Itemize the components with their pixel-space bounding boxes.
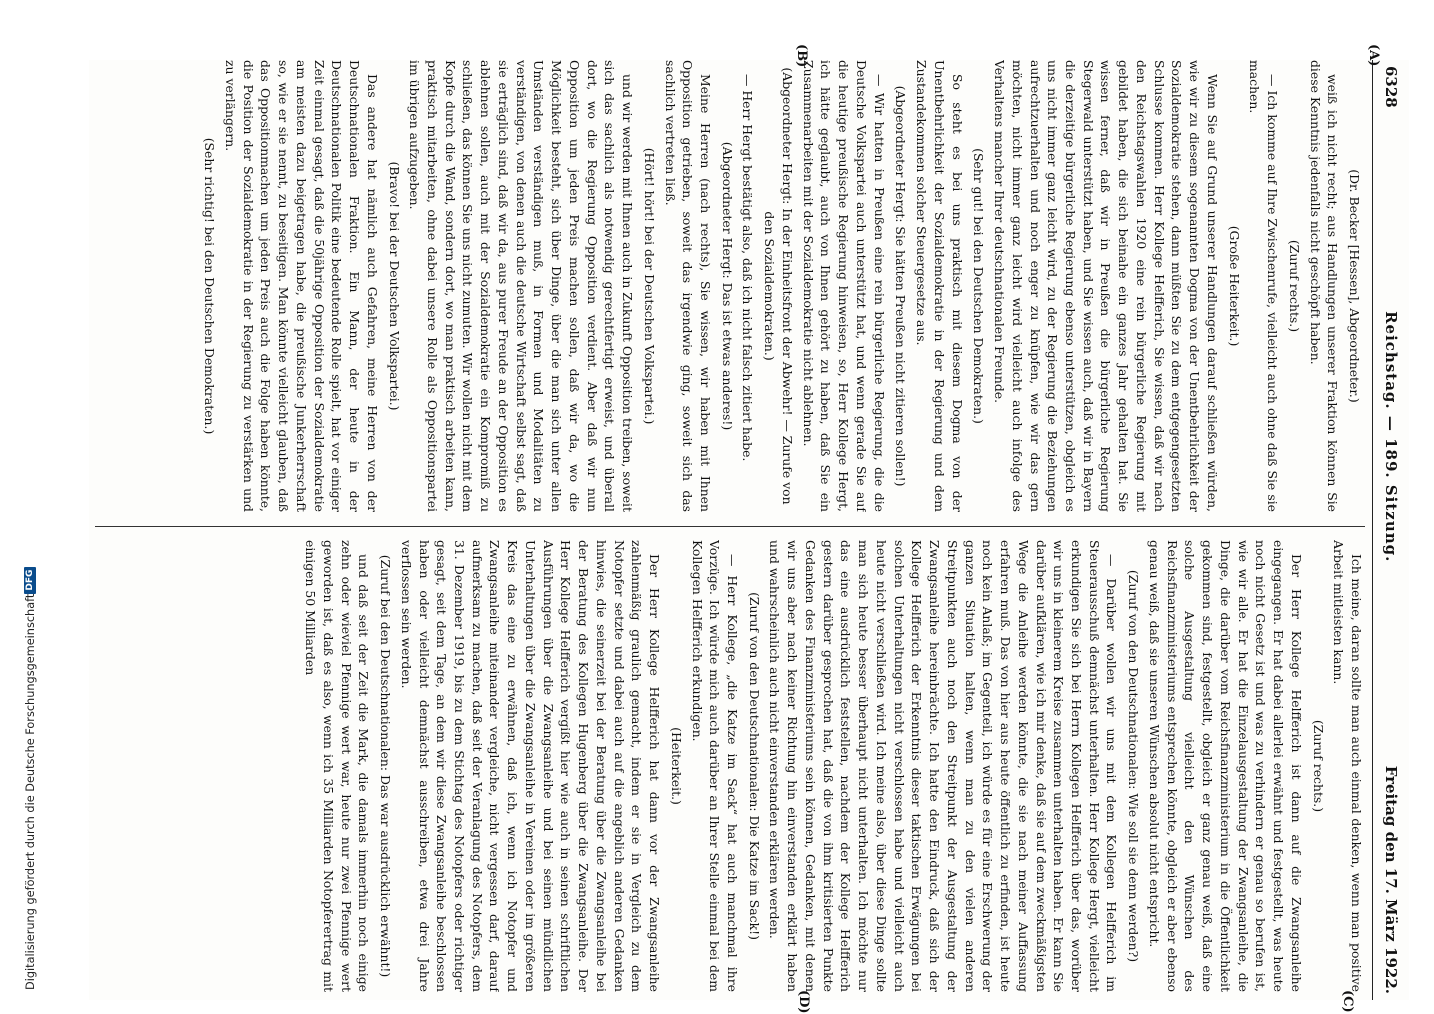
page-header [1372,60,1409,1000]
newspaper-page [89,44,1409,1014]
interjection: (Abgeordneter Hergt: In der Einheitsfront der Abwehr! — Zurufe von den Sozialdemokraten.) [762,67,795,505]
paragraph: Der Herr Kollege Helfferich hat dann vor der Zwangsanleihe zahlenmäßig graulich gemacht, indem er sie in Vergleich zu dem Notopfer setzte und dabei auch auf die angeblich anderen Gedanken hinwies, die seinerzeit bei der Beratung über die Zwangsanleihe bei der Beratung des Kollegen Hugenberg über die Zwangsanleihe. Der Herr Kollege Helfferich vergißt hier wie auch in seinen schriftlichen Ausführungen über die Zwangsanleihe und bei seinen mündlichen Unterhaltungen über die Zwangsanleihe in Vereinen oder im größeren Kreis das eine zu erwähnen, daß ich, wenn ich Notopfer und Zwangsanleihe miteinander vergleiche, nicht vergessen darf, darauf aufmerksam zu machen, daß seit der Veranlagung des Notopfers, dem 31. Dezember 1919, bis zu dem Stichtag des Notopfers oder richtiger gesagt, seit dem Tage, an dem wir diese Zwangsanleihe beschlossen haben oder vielleicht demnächst ausschreiben, etwa drei Jahre verflossen sein werden. [398,540,663,992]
margin-marker-a: (A) [1366,44,1381,67]
interjection: (Sehr gut! bei den Deutschen Demokraten.) [971,148,987,424]
interjection: (Zuruf bei den Deutschnationalen: Das war ausdrücklich erwähnt!) [378,554,394,978]
interjection: (Zuruf von den Deutschnationalen: Wie soll sie denn werden?) [1126,569,1142,963]
right-column [95,540,1365,992]
interjection: (Zuruf rechts.) [1310,719,1326,813]
margin-marker-d: (D) [796,990,811,1014]
page-title: Reichstag. — 189. Sitzung. [1382,311,1400,563]
session-date: Freitag den 17. März 1922. [1382,765,1400,994]
paragraph: und wir werden mit Ihnen auch in Zukunft Opposition treiben, soweit sich das sachlich als notwendig gerechtfertigt erweist, und überall dort, wo die Regierung Opposition verdient. Aber daß wir nun Opposition um jeden Preis machen sollen, daß wir da, wo die Möglichkeit besteht, sich über Dinge, über die man sich unter allen Umständen verständigen muß, in Formen und Modalitäten zu verständigen, von denen auch die deutsche Wirtschaft selbst sagt, daß sie erträglich sind, daß wir da, aus purer Freude an der Opposition es ablehnen sollen, auch mit der Sozialdemokratie ein Kompromiß zu schließen, das können Sie uns nicht zumuten. Wir wollen nicht mit dem Kopfe durch die Wand, sondern dort, wo man praktisch arbeiten kann, praktisch mitarbeiten, ohne dabei unsere Rolle als Oppositionspartei im übrigen aufzugeben. [407,60,636,512]
interjection: (Abgeordneter Hergt: Sie hätten Preußen nicht zitieren sollen!) [893,85,909,487]
margin-marker-b: (B) [794,44,809,68]
interjection: (Sehr richtig! bei den Deutschen Demokraten.) [202,137,218,435]
interjection: (Große Heiterkeit.) [1226,225,1242,347]
left-column [95,60,1365,512]
digitization-credit [20,0,40,990]
interjection: (Zuruf von den Deutschnationalen: Die Katze im Sack!) [746,592,762,940]
paragraph: — Herr Kollege, „die Katze im Sack“ hat auch manchmal ihre Vorzüge. Ich würde mich auch darüber an Ihrer Stelle einmal bei dem Kollegen Helfferich erkundigen. [689,540,741,992]
paragraph: Wenn Sie auf Grund unserer Handlungen darauf schließen würden, wie wir zu diesem sogenannten Dogma von der Unentbehrlichkeit der Sozialdemokratie stehen, dann müßten Sie zu dem entgegengesetzten Schlusse kommen. Herr Kollege Helfferich, Sie wissen, daß wir nach den Reichstagswahlen 1920 eine rein bürgerliche Regierung mit gebildet haben, die sich beinahe ein ganzes Jahr gehalten hat. Sie wissen ferner, daß wir in Preußen die bürgerliche Regierung Stegerwald unterstützt haben, und Sie wissen auch, daß wir in Bayern die derzeitige bürgerliche Regierung ebenso unterstützen, obgleich es uns nicht immer ganz leicht wird, zu der Regierung die Beziehungen aufrechtzuerhalten und noch enger zu knüpfen, wie wir das gern möchten, nicht immer ganz leicht wird vielleicht auch infolge des Verhaltens mancher Ihrer deutschnationalen Freunde. [992,60,1220,512]
interjection: (Hört! hört! bei der Deutschen Volkspartei.) [641,147,657,425]
interjection: (Dr. Becker [Hessen], Abgeordneter.) [1347,169,1362,403]
interjection: (Heiterkeit.) [668,727,684,805]
paragraph: weiß ich nicht recht; aus Handlungen unserer Fraktion können Sie diese Kenntnis jedenfalls nicht geschöpft haben. [1307,60,1341,512]
paragraph: Der Herr Kollege Helfferich ist dann auf die Zwangsanleihe eingegangen. Er hat dabei allerlei erwähnt und festgestellt, was heute noch nicht Gesetz ist und was zu verhindern er genau so berufen ist, wie wir alle. Er hat die Einzelausgestaltung der Zwangsanleihe, die Dinge, die darüber vom Reichsfinanzministerium in die Öffentlichkeit gekommen sind, festgestellt, obgleich er ganz genau weiß, daß eine solche Ausgestaltung vielleicht den Wünschen des Reichsfinanzministeriums entsprechen könnte, obgleich er aber ebenso genau weiß, daß sie unseren Wünschen absolut nicht entspricht. [1146,540,1304,992]
margin-marker-c: (C) [1340,990,1355,1013]
paragraph: Ich meine, daran sollte man auch einmal denken, wenn man positive Arbeit mitleisten kann. [1331,540,1364,992]
interjection: (Abgeordneter Hergt: Das ist etwas anderes!) [719,141,735,431]
paragraph: So steht es bei uns praktisch mit diesem Dogma von der Unentbehrlichkeit der Sozialdemokratie in der Regierung und dem Zustandekommen solcher Steuergesetze aus. [914,60,965,512]
paragraph: — Wir hatten in Preußen eine rein bürgerliche Regierung, die die Deutsche Volkspartei auch unterstützt hat, und wenn gerade Sie auf die heutige preußische Regierung hinweisen, so, Herr Kollege Hergt, ich hätte geglaubt, auch von Ihnen gehört zu haben, daß Sie ein Zusammenarbeiten mit der Sozialdemokratie nicht ablehnen. [800,60,887,512]
credit-text: Digitalisierung gefördert durch die Deutsche Forschungsgemeinschaft [23,593,37,990]
dfg-logo-icon: DFG [24,567,36,594]
interjection: (Zuruf rechts.) [1286,239,1302,333]
page-number: 6328 [1382,66,1400,108]
paragraph: — Ich komme auf Ihre Zwischenrufe, vielleicht auch ohne daß Sie sie machen. [1247,60,1281,512]
interjection: (Bravo! bei der Deutschen Volkspartei.) [386,161,402,411]
paragraph: Das andere hat nämlich auch Gefahren, meine Herren von der Deutschnationalen Fraktion. Ein Mann, der heute in der Deutschnationalen Politik eine bedeutende Rolle spielt, hat vor einiger Zeit einmal gesagt, daß die 50jährige Opposition der Sozialdemokratie am meisten dazu beigetragen habe, die preußische Junkerherrschaft so, wie er sie nennt, zu beseitigen. Man könnte vielleicht glauben, daß das Oppositionmachen um jeden Preis auch die Folge haben könnte, die Position der Sozialdemokratie in der Regierung zu verstärken und zu verlängern. [222,60,380,512]
paragraph: — Darüber wollen wir uns mit dem Kollegen Helfferich im Steuerausschuß demnächst unterhalten. Herr Kollege Hergt, vielleicht erkundigen Sie sich bei Herrn Kollegen Helfferich über das, worüber wir uns in kleinerem Kreise zusammen unterhalten haben. Er kann Sie darüber aufklären, wie ich mir denke, daß sie auf dem zweckmäßigsten Wege die Anleihe werden könnte, die sie nach meiner Auffassung erfahren muß. Das von hier aus heute öffentlich zu erfinden, ist heute noch kein Anlaß; im Gegenteil, ich würde es für eine Erschwerung der ganzen Situation halten, wenn man zu den vielen anderen Streitpunkten auch noch den Streitpunkt der Ausgestaltung der Zwangsanleihe hereinbrächte. Ich hatte den Eindruck, daß sich der Kollege Helfferich der Erkenntnis dieser taktischen Erwägungen bei solchen Unterhaltungen nicht verschlossen habe und vielleicht auch heute nicht verschließen wird. Ich meine also, über diese Dinge sollte man sich heute besser überhaupt nicht unterhalten. Ich möchte nur das eine ausdrücklich feststellen, nachdem der Kollege Helfferich gestern darüber gesprochen hat, daß die von ihm kritisierten Punkte Gedanken des Finanzministeriums sein können, Gedanken, mit denen wir uns aber nach keiner Richtung hin einverstanden erklärt haben und wahrscheinlich auch nicht einverstanden erklären werden. [767,540,1120,992]
column-divider [95,526,1365,527]
paragraph: und daß seit der Zeit die Mark, die damals immerhin noch einige zehn oder wieviel Pfennige wert war, heute nur zwei Pfennige wert geworden ist, daß es also, wenn ich 35 Milliarden Notopferertrag mit einigen 50 Milliarden [303,540,372,992]
paragraph: Meine Herren (nach rechts), Sie wissen, wir haben mit Ihnen Opposition getrieben, soweit das irgendwie ging, soweit sich das sachlich vertreten ließ. [662,60,714,512]
paragraph: — Herr Hergt bestätigt also, daß ich nicht falsch zitiert habe. [740,74,756,462]
